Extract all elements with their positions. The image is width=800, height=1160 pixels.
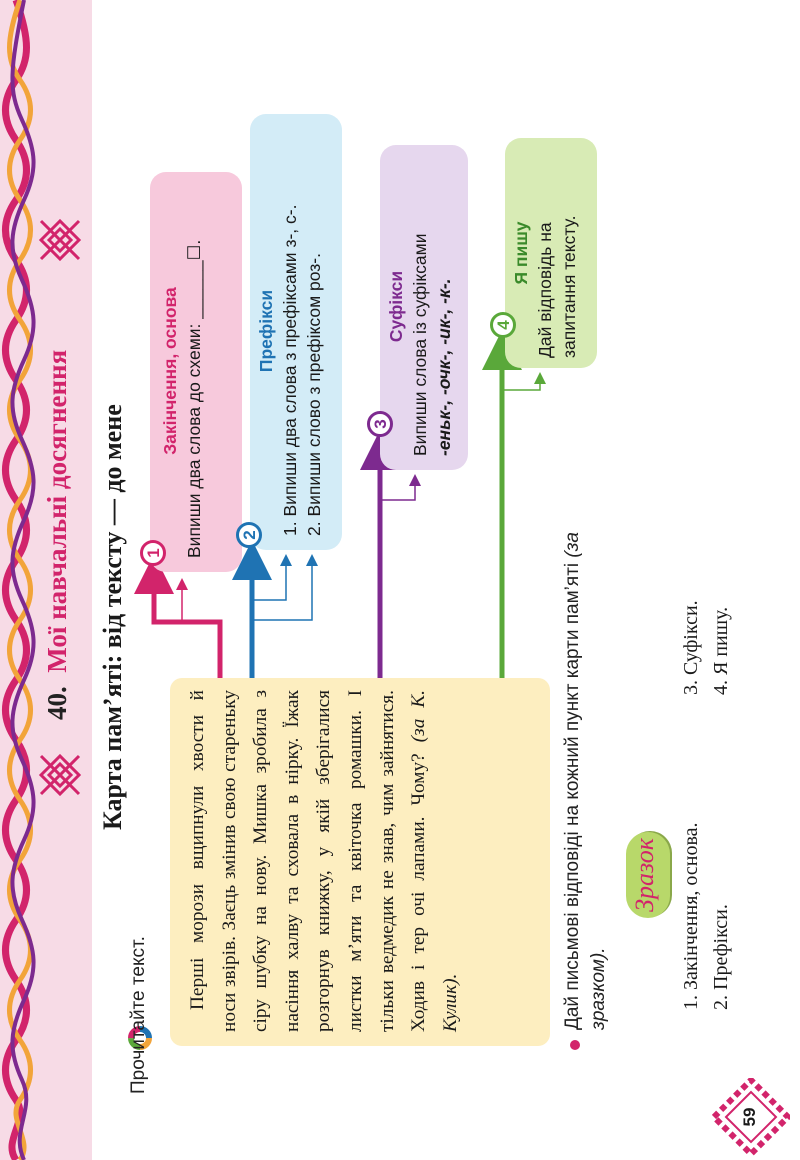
page-number-badge xyxy=(712,1078,790,1156)
story-source: (за К. Кулик). xyxy=(408,689,461,1032)
node-title: Я пишу xyxy=(511,221,531,285)
node-task: Дай відповідь на xyxy=(535,222,555,358)
node-task: 2. Випиши слово з префіксом роз-. xyxy=(304,253,324,536)
node-number-3: 3 xyxy=(367,411,393,437)
page-number: 59 xyxy=(740,1107,759,1127)
node-number-1: 1 xyxy=(140,540,166,566)
node-task: Випиши два слова до схеми: ______☐. xyxy=(184,239,204,558)
sample-label: Зразок xyxy=(630,838,659,912)
task-text: Дай письмові відповіді на кожний пункт карти пам’яті (за зразком). xyxy=(562,532,609,1030)
lesson-number: 40. xyxy=(42,686,72,720)
sample-badge xyxy=(626,832,670,918)
task-italic: (за зразком). xyxy=(562,532,609,1030)
node-title: Префікси xyxy=(256,289,276,373)
node-task: запитання тексту. xyxy=(559,215,579,358)
task-bullet xyxy=(570,1040,580,1050)
map-node-i-write xyxy=(505,138,597,368)
node-title: Суфікси xyxy=(386,270,406,343)
sample-item-3: 3. Суфікси. xyxy=(680,600,702,695)
map-node-prefixes xyxy=(250,114,342,550)
lesson-title: Мої навчальні досягнення xyxy=(42,349,72,673)
map-node-suffixes xyxy=(380,145,468,470)
sample-item-4: 4. Я пишу. xyxy=(710,606,732,695)
sample-item-2: 2. Префікси. xyxy=(710,904,732,1010)
read-instruction: Прочитайте текст. xyxy=(128,936,149,1094)
node-number-4: 4 xyxy=(490,312,516,338)
story-paragraph: Перші морози вщипнули хвости й носи звірів. Заєць змінив свою стареньку сіру шубку на нову. Мишка зробила з насіння халву та сховала в нірку. Їжак розгорнув книжку, у якій зберігалися листки м’яти та квіточка ромашки. І тільки ведмедик не знав, чим зайнятися. Ходив і тер очі лапами. Чому? (за К. Кулик). xyxy=(187,689,461,1032)
sample-item-1: 1. Закінчення, основа. xyxy=(680,822,702,1010)
node-number-2: 2 xyxy=(236,522,262,548)
map-node-endings xyxy=(150,172,242,572)
map-title: Карта пам’яті: від тексту — до мене xyxy=(98,404,127,830)
node-task: -еньк-, -очк-, -ик-, -к-. xyxy=(434,278,454,456)
node-title: Закінчення, основа xyxy=(160,287,180,455)
node-task: 1. Випиши два слова з префіксами з-, с-. xyxy=(280,204,300,536)
node-task: Випиши слова із суфіксами xyxy=(410,233,430,456)
